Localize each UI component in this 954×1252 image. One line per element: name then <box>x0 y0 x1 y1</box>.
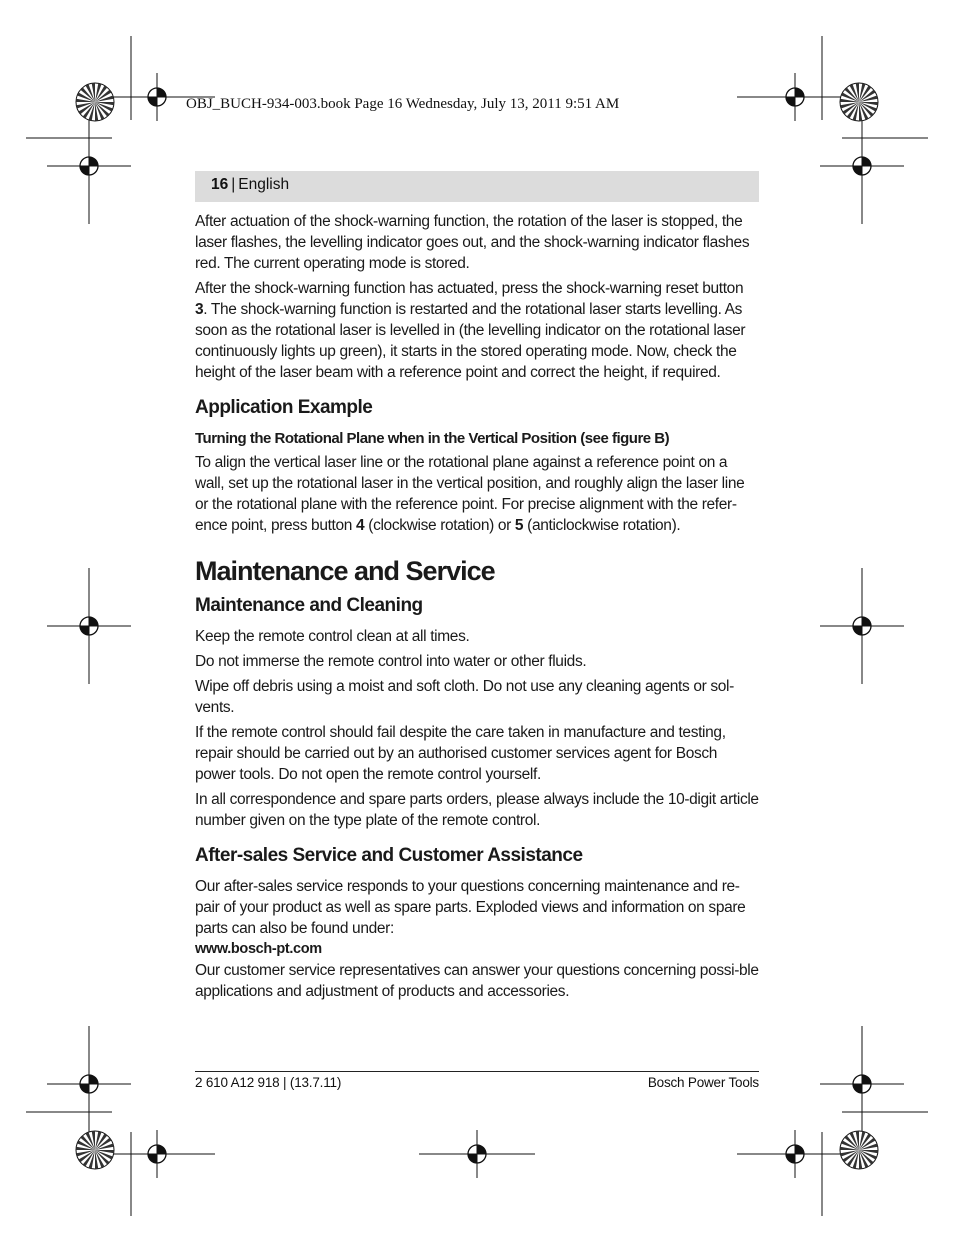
registration-quadrant <box>853 1084 862 1093</box>
registration-quadrant <box>477 1145 486 1154</box>
page-content <box>195 211 759 1006</box>
paragraph-shock-warning-actuation: After actuation of the shock-warning function, the rotation of the laser is stopped, the laser flashes, the levelling indicator goes out, and the shock-warning indicator flashes red. The current operating mode is stored. <box>195 213 750 272</box>
paragraph-repair: If the remote control should fail despite the care taken in manufacture and testing, repair should be carried out by an authorised customer services agent for Bosch power tools. Do not open the remote control yourself. <box>195 724 726 783</box>
button-reference-4: 4 <box>356 517 365 534</box>
heading-maintenance-and-service: Maintenance and Service <box>195 556 495 586</box>
text-run: To align the vertical laser line or the rotational plane against a reference point on a wall, set up the rotational laser in the vertical position, and roughly align the laser line or the rotational plane with the reference point. For precise alignment with the refer-ence point, press button <box>195 454 745 534</box>
registration-quadrant <box>157 88 166 97</box>
header-separator: | <box>231 176 236 193</box>
registration-quadrant <box>862 1075 871 1084</box>
registration-quadrant <box>80 166 89 175</box>
registration-quadrant <box>80 1084 89 1093</box>
registration-quadrant <box>89 617 98 626</box>
paragraph-correspondence: In all correspondence and spare parts orders, please always include the 10-digit article number given on the type plate of the remote control. <box>195 791 759 829</box>
registration-quadrant <box>148 1154 157 1163</box>
page-header-band <box>195 171 759 202</box>
paragraph-shock-warning-reset <box>195 278 759 383</box>
registration-quadrant <box>89 157 98 166</box>
text-run: (clockwise rotation) or <box>364 517 515 534</box>
heading-maintenance-and-cleaning: Maintenance and Cleaning <box>195 595 423 616</box>
registration-quadrant <box>786 1154 795 1163</box>
paragraph-after-sales: Our after-sales service responds to your questions concerning maintenance and re-pair of your product as well as spare parts. Exploded views and information on spare parts can also be found under: <box>195 878 746 937</box>
book-file-header: OBJ_BUCH-934-003.book Page 16 Wednesday, July 13, 2011 9:51 AM <box>186 96 620 112</box>
website-link[interactable]: www.bosch-pt.com <box>195 941 322 957</box>
registration-quadrant <box>786 97 795 106</box>
registration-quadrant <box>89 1075 98 1084</box>
footer-brand: Bosch Power Tools <box>647 1075 759 1090</box>
registration-quadrant <box>80 626 89 635</box>
button-reference-3: 3 <box>195 301 204 318</box>
paragraph-do-not-immerse: Do not immerse the remote control into water or other fluids. <box>195 653 587 670</box>
registration-quadrant <box>853 166 862 175</box>
registration-quadrant <box>157 1145 166 1154</box>
heading-turning-rotational-plane: Turning the Rotational Plane when in the Vertical Position (see figure B) <box>195 430 670 447</box>
paragraph-customer-service: Our customer service representatives can answer your questions concerning possi-ble applications and adjustment of products and accessories. <box>195 962 759 1000</box>
header-language: English <box>238 176 290 193</box>
text-run: (anticlockwise rotation). <box>523 517 681 534</box>
page-number: 16 <box>211 176 229 193</box>
footer-doc-number: 2 610 A12 918 | (13.7.11) <box>195 1075 342 1090</box>
button-reference-5: 5 <box>514 517 524 534</box>
paragraph-keep-clean: Keep the remote control clean at all times. <box>195 628 470 645</box>
text-run: After the shock-warning function has actuated, press the shock-warning reset button <box>195 280 744 297</box>
footer-rule <box>195 1071 759 1072</box>
paragraph-align-vertical <box>195 452 759 536</box>
registration-quadrant <box>795 88 804 97</box>
registration-quadrant <box>862 157 871 166</box>
registration-quadrant <box>795 1145 804 1154</box>
registration-quadrant <box>468 1154 477 1163</box>
paragraph-wipe-debris: Wipe off debris using a moist and soft cloth. Do not use any cleaning agents or sol-vents. <box>195 678 734 716</box>
registration-quadrant <box>853 626 862 635</box>
text-run: . The shock-warning function is restarted and the rotational laser starts levelling. As soon as the rotational laser is levelled in (the levelling indicator on the rotational laser continuously lights up green), it starts in the stored operating mode. Now, check the height of the laser beam with a reference point and correct the height, if required. <box>195 301 746 381</box>
registration-quadrant <box>862 617 871 626</box>
heading-after-sales: After-sales Service and Customer Assistance <box>195 845 583 866</box>
heading-application-example: Application Example <box>195 397 373 418</box>
registration-quadrant <box>148 97 157 106</box>
